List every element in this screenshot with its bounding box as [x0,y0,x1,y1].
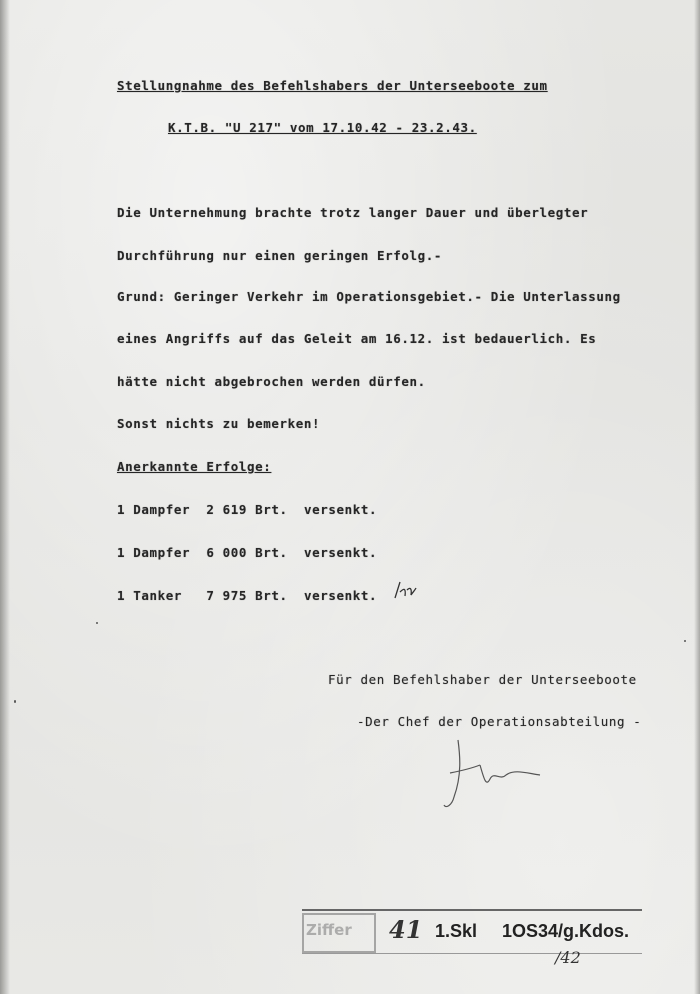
success-tonnage: 6 000 Brt. [206,545,288,560]
document-title-line-2: K.T.B. "U 217" vom 17.10.42 - 23.2.43. [168,120,477,135]
success-type: 1 Dampfer [117,545,191,560]
success-status: versenkt. [303,502,378,517]
successes-heading: Anerkannte Erfolge: [117,459,272,474]
registry-stamp [302,909,642,954]
success-tonnage: 2 619 Brt. [206,502,288,517]
paper-speck [96,622,98,624]
stamp-department: 1.Skl [435,921,478,941]
handwritten-initials-mark [392,578,418,604]
handwritten-signature [440,735,560,815]
success-status: versenkt. [303,545,378,560]
body-line: Durchführung nur einen geringen Erfolg.- [117,248,443,263]
paper-speck [684,640,686,642]
success-row [117,545,377,560]
success-row [117,502,377,517]
body-line: Die Unternehmung brachte trotz langer Dauer und überlegter [117,205,589,220]
paper-speck [14,700,16,703]
stamp-label: Ziffer [306,921,352,939]
success-status: versenkt. [303,588,378,603]
page-right-shadow [694,0,700,994]
body-line: hätte nicht abgebrochen werden dürfen. [117,374,426,389]
document-title-line-1: Stellungnahme des Befehlshabers der Unterseeboote zum [117,78,548,93]
stamp-reference: 1OS34/g.Kdos. [502,921,630,941]
signature-line-2: -Der Chef der Operationsabteilung - [357,714,642,729]
success-type: 1 Tanker [117,588,183,603]
success-type: 1 Dampfer [117,502,191,517]
success-tonnage: 7 975 Brt. [206,588,288,603]
body-line: Sonst nichts zu bemerken! [117,416,321,431]
stamp-annotation: /42 [555,948,581,967]
success-row [117,588,377,603]
body-line: Grund: Geringer Verkehr im Operationsgebiet.- Die Unterlassung [117,289,621,304]
stamp-handwritten-number: 41 [389,915,423,944]
signature-line-1: Für den Befehlshaber der Unterseeboote [328,672,637,687]
body-line: eines Angriffs auf das Geleit am 16.12. ist bedauerlich. Es [117,331,597,346]
page-left-shadow [0,0,10,994]
